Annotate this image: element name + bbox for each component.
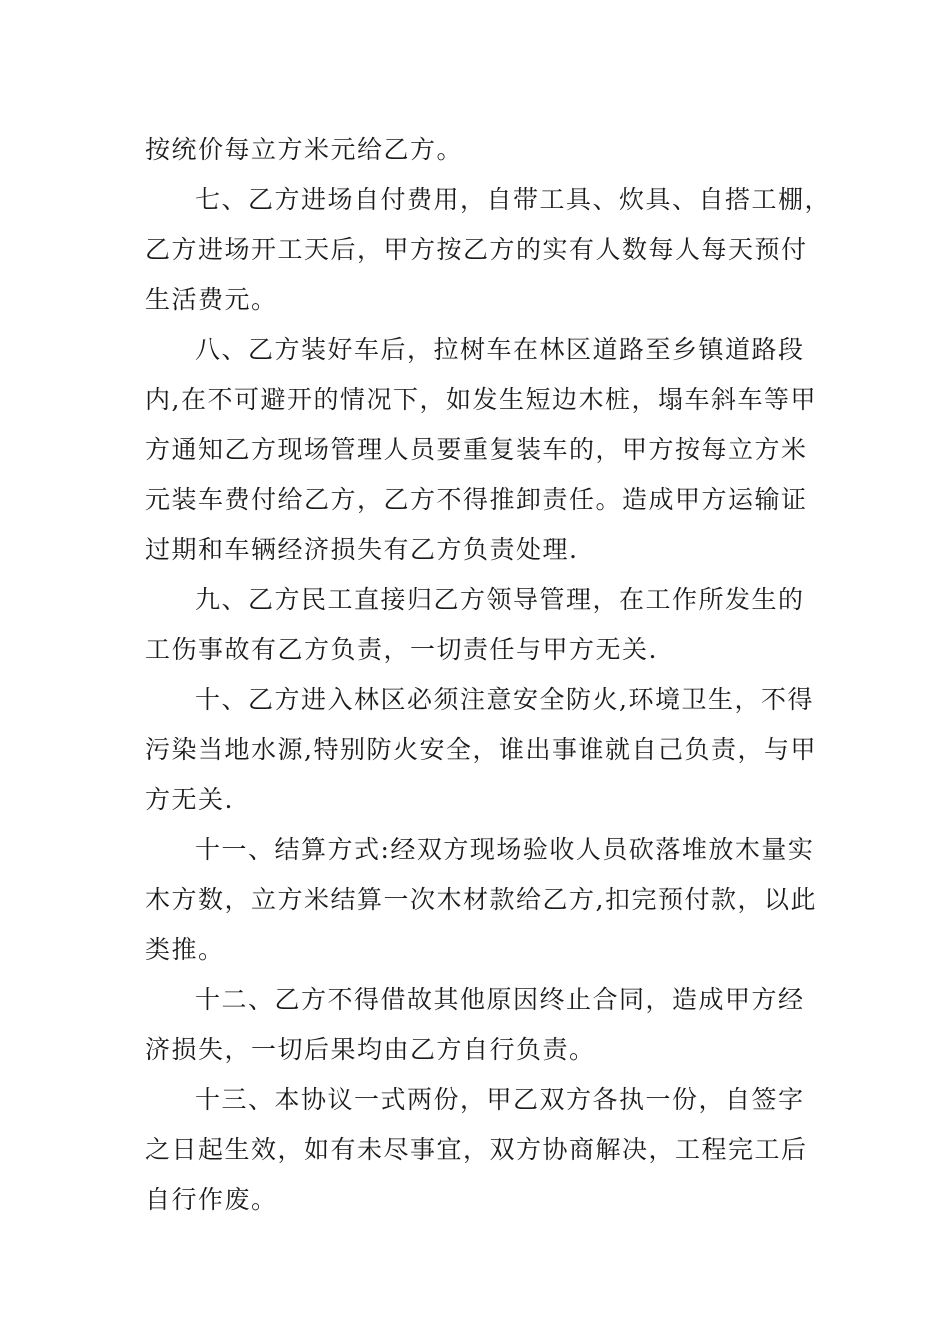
- text-line: 元装车费付给乙方，乙方不得推卸责任。造成甲方运输证: [145, 485, 808, 514]
- text-line: 过期和车辆经济损失有乙方负责处理.: [145, 535, 579, 564]
- clause-8-heading-line: 八、乙方装好车后，拉树车在林区道路至乡镇道路段: [195, 335, 805, 364]
- text-line: 工伤事故有乙方负责，一切责任与甲方无关.: [145, 635, 658, 664]
- clause-7-heading-line: 七、乙方进场自付费用，自带工具、炊具、自搭工棚，: [195, 185, 832, 214]
- clause-12-heading-line: 十二、乙方不得借故其他原因终止合同，造成甲方经: [195, 985, 805, 1014]
- text-line: 生活费元。: [145, 285, 278, 314]
- clause-10-heading-line: 十、乙方进入林区必须注意安全防火,环境卫生，不得: [195, 685, 814, 714]
- clause-13-heading-line: 十三、本协议一式两份，甲乙双方各执一份，自签字: [195, 1085, 805, 1114]
- text-line: 方通知乙方现场管理人员要重复装车的，甲方按每立方米: [145, 435, 808, 464]
- text-line: 乙方进场开工天后，甲方按乙方的实有人数每人每天预付: [145, 235, 808, 264]
- text-line: 污染当地水源,特别防火安全，谁出事谁就自己负责，与甲: [145, 735, 817, 764]
- text-line: 方无关.: [145, 785, 234, 814]
- text-line: 内,在不可避开的情况下，如发生短边木桩，塌车斜车等甲: [145, 385, 817, 414]
- clause-9-heading-line: 九、乙方民工直接归乙方领导管理，在工作所发生的: [195, 585, 805, 614]
- text-line: 之日起生效，如有未尽事宜，双方协商解决，工程完工后: [145, 1135, 808, 1164]
- text-line: 济损失，一切后果均由乙方自行负责。: [145, 1035, 596, 1064]
- text-line: 按统价每立方米元给乙方。: [145, 135, 464, 164]
- text-line: 类推。: [145, 935, 225, 964]
- text-line: 木方数，立方米结算一次木材款给乙方,扣完预付款，以此: [145, 885, 817, 914]
- text-line: 自行作废。: [145, 1185, 278, 1214]
- clause-11-heading-line: 十一、结算方式:经双方现场验收人员砍落堆放木量实: [195, 835, 815, 864]
